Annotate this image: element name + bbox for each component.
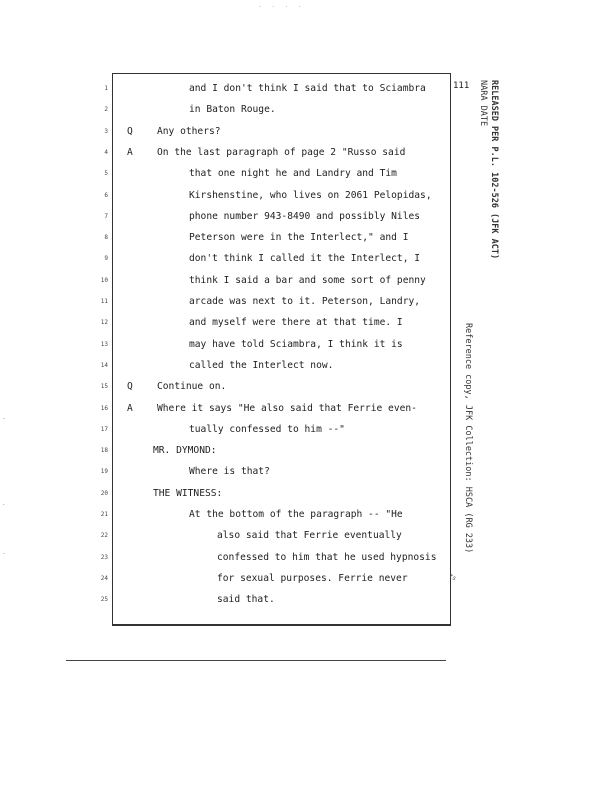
transcript-line: [0, 186, 449, 206]
speaker-marker: Q: [127, 125, 133, 137]
transcript-line: [0, 335, 449, 355]
line-text: also said that Ferrie eventually: [217, 530, 402, 542]
line-number: 23: [100, 553, 108, 561]
top-scan-noise: . . . .: [258, 2, 305, 9]
line-text: tually confessed to him --": [189, 423, 345, 435]
line-number: 22: [100, 532, 108, 540]
line-text: Kirshenstine, who lives on 2061 Pelopidas,: [189, 189, 432, 201]
transcript-line: [0, 484, 449, 504]
line-number: 7: [104, 212, 108, 220]
line-text: Peterson were in the Interlect," and I: [189, 232, 409, 244]
line-number: 1: [104, 85, 108, 92]
reference-note: Reference copy, JFK Collection: HSCA (RG 233): [463, 323, 473, 554]
line-text: Where is that?: [189, 466, 270, 478]
line-number: 4: [104, 148, 108, 156]
release-stamp: RELEASED PER P.L. 102-526 (JFK ACT): [489, 80, 499, 260]
line-text: said that.: [217, 594, 275, 606]
line-text: and myself were there at that time. I: [189, 317, 403, 329]
line-number: 14: [100, 361, 108, 369]
line-number: 10: [100, 276, 108, 284]
line-text: confessed to him that he used hypnosis: [217, 551, 437, 563]
margin-tick: .: [2, 500, 6, 507]
line-text: Any others?: [157, 125, 221, 137]
line-text: arcade was next to it. Peterson, Landry,: [189, 296, 421, 307]
line-number: 21: [100, 511, 108, 518]
transcript-line: [0, 505, 449, 525]
page-number: 111: [453, 81, 470, 91]
handwritten-mark: ts: [447, 572, 458, 583]
line-text: and I don't think I said that to Sciambra: [189, 83, 426, 94]
transcript-line: [0, 228, 449, 248]
line-number: 19: [100, 468, 108, 476]
line-text: in Baton Rouge.: [189, 104, 276, 116]
transcript-line: [0, 548, 449, 568]
line-number: 6: [104, 191, 108, 199]
line-number: 17: [100, 425, 108, 433]
line-text: phone number 943-8490 and possibly Niles: [189, 210, 421, 222]
transcript-line: [0, 207, 449, 227]
transcript-line: [0, 122, 449, 142]
transcript-line: [0, 441, 449, 461]
transcript-line: [0, 420, 449, 440]
transcript-line: [0, 526, 449, 546]
speaker-marker: A: [127, 402, 133, 414]
transcript-line: [0, 79, 449, 99]
transcript-line: [0, 249, 449, 269]
line-number: 11: [100, 298, 108, 305]
release-stamp-date: NARA DATE: [478, 80, 488, 127]
line-number: 8: [104, 234, 108, 242]
transcript-line: [0, 164, 449, 184]
transcript-line: [0, 143, 449, 163]
margin-tick: -: [2, 415, 6, 422]
transcript-line: [0, 590, 449, 610]
line-text: think I said a bar and some sort of penny: [189, 274, 426, 286]
line-number: 15: [100, 383, 108, 391]
transcript-line: [0, 292, 449, 312]
line-number: 20: [100, 489, 108, 497]
line-number: 2: [104, 106, 108, 114]
line-number: 18: [100, 447, 108, 455]
line-number: 24: [100, 574, 108, 582]
transcript-line: [0, 569, 449, 589]
transcript-line: [0, 377, 449, 397]
line-text: MR. DYMOND:: [153, 445, 217, 457]
speaker-marker: A: [127, 146, 133, 158]
line-text: Continue on.: [157, 381, 227, 393]
line-text: Where it says "He also said that Ferrie even-: [157, 402, 417, 414]
line-number: 16: [100, 404, 108, 412]
transcript-line: [0, 356, 449, 376]
transcript-line: [0, 462, 449, 482]
line-text: At the bottom of the paragraph -- "He: [189, 509, 403, 520]
line-text: called the Interlect now.: [189, 359, 334, 371]
line-text: for sexual purposes. Ferrie never: [217, 572, 408, 584]
line-number: 9: [104, 255, 108, 263]
margin-tick: -: [2, 550, 6, 557]
line-number: 25: [100, 596, 108, 604]
line-number: 3: [104, 127, 108, 135]
transcript-line: [0, 399, 449, 419]
transcript-line: [0, 271, 449, 291]
transcript-line: [0, 313, 449, 333]
bottom-rule: [66, 660, 446, 661]
line-number: 12: [100, 319, 108, 327]
speaker-marker: Q: [127, 381, 133, 393]
line-text: On the last paragraph of page 2 "Russo said: [157, 146, 406, 158]
line-text: THE WITNESS:: [153, 487, 223, 499]
line-text: don't think I called it the Interlect, I: [189, 253, 421, 265]
line-number: 5: [104, 170, 108, 178]
line-text: may have told Sciambra, I think it is: [189, 338, 403, 350]
transcript-line: [0, 100, 449, 120]
line-text: that one night he and Landry and Tim: [189, 168, 397, 180]
line-number: 13: [100, 340, 108, 348]
